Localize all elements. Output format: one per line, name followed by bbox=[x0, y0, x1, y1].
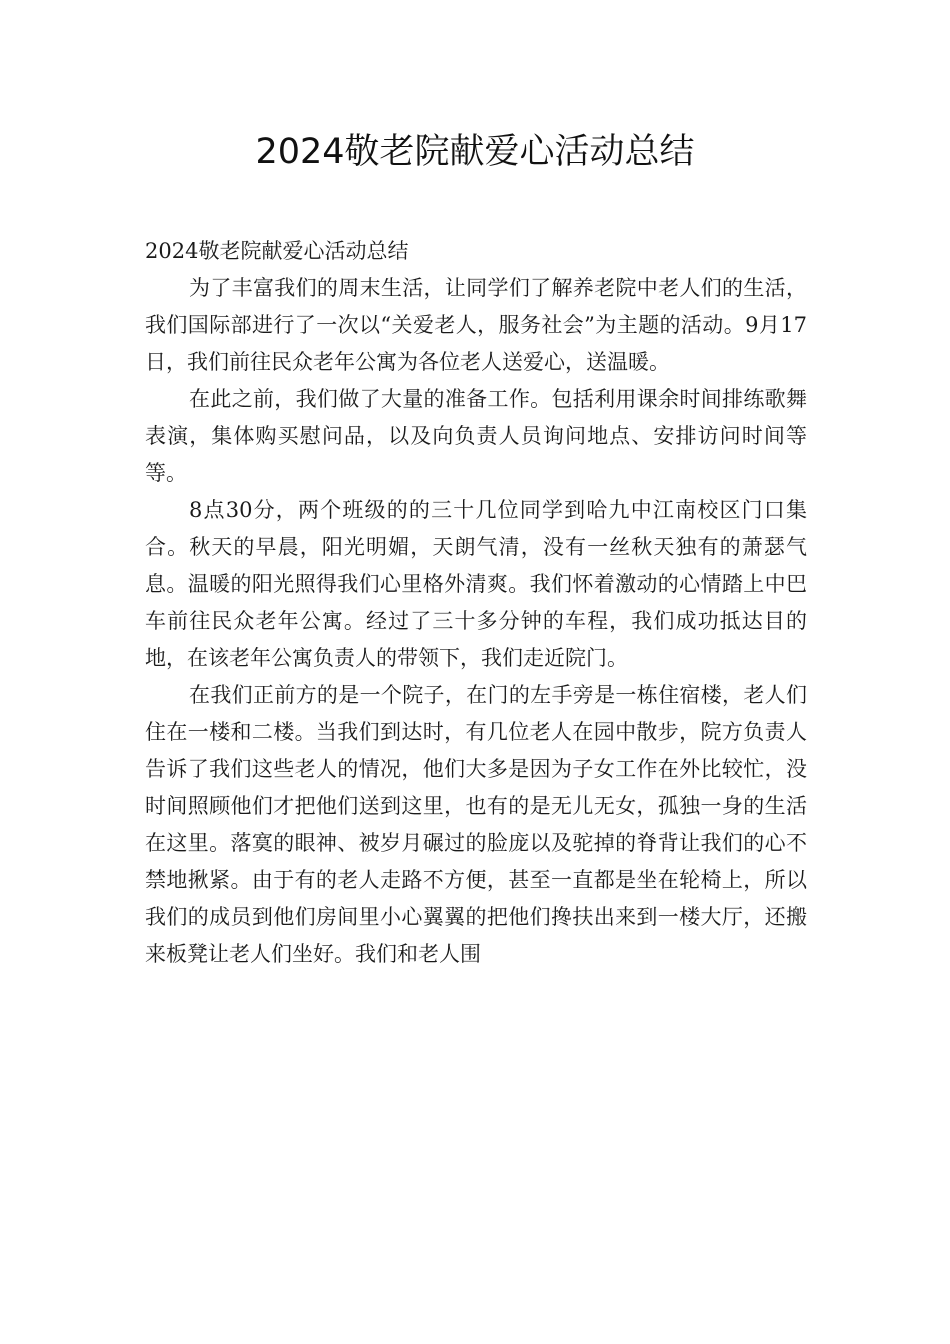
document-subtitle: 2024敬老院献爱心活动总结 bbox=[145, 239, 409, 263]
document-title: 2024敬老院献爱心活动总结 bbox=[255, 132, 695, 172]
paragraph-3: 8点30分，两个班级的的三十几位同学到哈九中江南校区门口集合。秋天的早晨，阳光明媚，天朗气清，没有一丝秋天独有的萧瑟气息。温暖的阳光照得我们心里格外清爽。我们怀着激动的心情踏上中巴车前往民众老年公寓。经过了三十多分钟的车程，我们成功抵达目的地，在该老年公寓负责人的带领下，我们走近院门。 bbox=[145, 498, 807, 670]
document-body bbox=[145, 233, 807, 973]
paragraph-1: 为了丰富我们的周末生活，让同学们了解养老院中老人们的生活，我们国际部进行了一次以“关爱老人，服务社会”为主题的活动。9月17日，我们前往民众老年公寓为各位老人送爱心，送温暖。 bbox=[145, 276, 807, 374]
paragraph-4: 在我们正前方的是一个院子，在门的左手旁是一栋住宿楼，老人们住在一楼和二楼。当我们到达时，有几位老人在园中散步，院方负责人告诉了我们这些老人的情况，他们大多是因为子女工作在外比较忙，没时间照顾他们才把他们送到这里，也有的是无儿无女，孤独一身的生活在这里。落寞的眼神、被岁月碾过的脸庞以及驼掉的脊背让我们的心不禁地揪紧。由于有的老人走路不方便，甚至一直都是坐在轮椅上，所以我们的成员到他们房间里小心翼翼的把他们搀扶出来到一楼大厅，还搬来板凳让老人们坐好。我们和老人围 bbox=[145, 683, 807, 966]
paragraph-2: 在此之前，我们做了大量的准备工作。包括利用课余时间排练歌舞表演，集体购买慰问品，以及向负责人员询问地点、安排访问时间等等。 bbox=[145, 387, 807, 485]
